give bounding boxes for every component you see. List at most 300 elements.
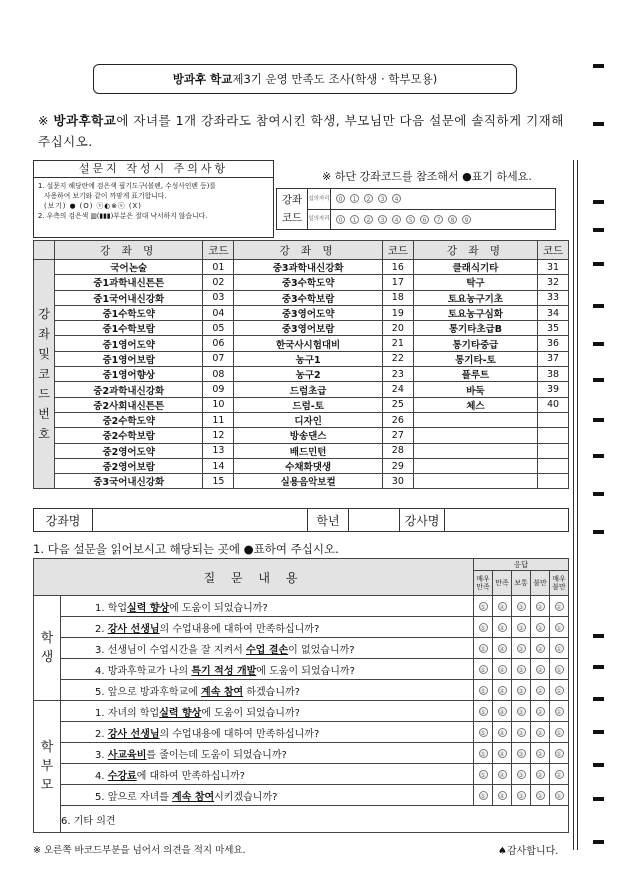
response-option: 만족 — [493, 571, 512, 596]
course-code: 40 — [538, 397, 569, 412]
side-char: 및 — [38, 347, 50, 362]
side-char: 코 — [38, 367, 50, 382]
course-name: 중3영어도약 — [234, 305, 382, 320]
response-bubble[interactable]: ③ — [518, 729, 524, 737]
course-name: 중1영어도약 — [55, 336, 203, 351]
course-code: 10 — [203, 397, 234, 412]
course-name: 중1수학보람 — [55, 321, 203, 336]
tens-digit-bubble[interactable]: 1 — [350, 194, 359, 203]
caution-line-3: 2. 우측의 검은색 ▥(▮▮▮)부분은 절대 낙서하지 않습니다. — [38, 212, 208, 220]
ones-digit-bubble[interactable]: 9 — [462, 215, 471, 224]
course-code: 27 — [382, 428, 413, 443]
course-code — [538, 474, 569, 489]
response-bubble[interactable]: ② — [537, 645, 543, 653]
response-bubble[interactable]: ① — [556, 687, 562, 695]
course-code: 01 — [203, 260, 234, 275]
question-text — [61, 596, 474, 617]
caution-line-2: 사용하여 보기와 같이 까맣게 표기합니다. — [44, 192, 167, 200]
question-pre: 1. 자녀의 학업 — [95, 707, 160, 719]
course-code — [538, 412, 569, 427]
course-name-header: 강 좌 명 — [55, 241, 203, 260]
barcode-mark — [593, 665, 604, 669]
course-name: 바둑 — [413, 382, 537, 397]
response-bubble[interactable]: ⑤ — [480, 750, 486, 758]
barcode-mark — [593, 730, 604, 734]
teacher-label: 강사명 — [400, 509, 445, 531]
barcode-mark — [593, 378, 604, 382]
side-char: 강 — [38, 307, 50, 322]
course-code: 25 — [382, 397, 413, 412]
course-code-header: 코드 — [538, 241, 569, 260]
parent-question-row — [34, 764, 569, 785]
question-keyword: 실력 향상 — [127, 602, 170, 614]
side-char: 드 — [38, 387, 50, 402]
side-label — [34, 260, 55, 489]
barcode-mark — [593, 454, 604, 458]
barcode-mark — [593, 64, 604, 68]
parent-group-label — [34, 701, 61, 833]
course-code-header: 코드 — [382, 241, 413, 260]
question-post: 를 줄이는데 도움이 되었습니까? — [146, 749, 287, 761]
course-name: 중1영어향상 — [55, 367, 203, 382]
table-row — [34, 275, 569, 290]
response-bubble[interactable]: ③ — [518, 687, 524, 695]
course-code: 07 — [203, 351, 234, 366]
course-name: 방송댄스 — [234, 428, 382, 443]
course-name: 중2영어도약 — [55, 443, 203, 458]
grade-label: 학년 — [308, 509, 349, 531]
course-code: 17 — [382, 275, 413, 290]
question-text — [61, 638, 474, 659]
parent-question-row — [34, 701, 569, 722]
course-code-header: 코드 — [203, 241, 234, 260]
course-code: 26 — [382, 412, 413, 427]
student-question-row — [34, 680, 569, 701]
response-bubble[interactable]: ② — [537, 792, 543, 800]
response-bubble[interactable]: ② — [537, 708, 543, 716]
course-code: 30 — [382, 474, 413, 489]
course-name — [413, 474, 537, 489]
response-header: 응답 — [474, 559, 569, 571]
barcode-mark — [593, 122, 604, 126]
course-code: 03 — [203, 290, 234, 305]
code-label-2: 코드 — [281, 212, 303, 224]
course-code: 12 — [203, 428, 234, 443]
course-code: 08 — [203, 367, 234, 382]
barcode-mark — [593, 228, 604, 232]
ones-digit-bubble[interactable]: 5 — [406, 215, 415, 224]
course-code-table — [33, 240, 569, 489]
ones-digit-bubble[interactable]: 6 — [420, 215, 429, 224]
course-code — [538, 458, 569, 473]
course-code: 14 — [203, 458, 234, 473]
response-bubble[interactable]: ⑤ — [480, 687, 486, 695]
question-pre: 1. 학업 — [95, 602, 128, 614]
response-bubble[interactable]: ⑤ — [480, 624, 486, 632]
course-code: 33 — [538, 290, 569, 305]
response-bubble[interactable]: ③ — [518, 792, 524, 800]
course-code: 34 — [538, 305, 569, 320]
response-bubble[interactable]: ② — [537, 624, 543, 632]
tens-digit-bubble[interactable]: 4 — [392, 194, 401, 203]
intro-body: 에 자녀를 1개 강좌라도 참여시킨 학생, 부모님만 다음 설문에 솔직하게 기재해 주십시오. — [38, 113, 564, 149]
course-code: 20 — [382, 321, 413, 336]
question-text — [61, 659, 474, 680]
course-name — [413, 458, 537, 473]
course-code: 21 — [382, 336, 413, 351]
thanks-note: ♠감사합니다. — [498, 846, 559, 857]
course-code: 32 — [538, 275, 569, 290]
response-bubble[interactable]: ⑤ — [480, 729, 486, 737]
course-name: 배드민턴 — [234, 443, 382, 458]
teacher-field[interactable] — [445, 509, 568, 531]
barcode-mark — [593, 262, 604, 266]
question-keyword: 강사 선생님 — [107, 623, 160, 635]
course-name: 토요농구심화 — [413, 305, 537, 320]
barcode-mark — [593, 200, 604, 204]
question-text — [61, 617, 474, 638]
question-post: 시키겠습니까? — [214, 791, 278, 803]
response-bubble[interactable]: ④ — [499, 624, 505, 632]
response-bubble[interactable]: ⑤ — [480, 771, 486, 779]
course-name: 토요농구기초 — [413, 290, 537, 305]
response-bubble[interactable]: ⑤ — [480, 708, 486, 716]
barcode-mark — [593, 840, 604, 844]
course-code: 09 — [203, 382, 234, 397]
table-row — [34, 305, 569, 320]
response-bubble[interactable]: ① — [556, 603, 562, 611]
response-bubble[interactable]: ④ — [499, 750, 505, 758]
question-keyword: 계속 참여 — [172, 791, 215, 803]
side-char: 호 — [38, 427, 50, 442]
question-keyword: 수강료 — [107, 770, 137, 782]
course-name: 통기타-토 — [413, 351, 537, 366]
response-option: 매우불만 — [550, 571, 569, 596]
intro-text — [38, 110, 578, 152]
course-name: 드럼-토 — [234, 397, 382, 412]
caution-box — [33, 160, 274, 238]
course-info-row — [33, 508, 569, 532]
question-post: 에 도움이 되었습니까? — [256, 665, 355, 677]
response-bubble[interactable]: ④ — [499, 708, 505, 716]
response-bubble[interactable]: ⑤ — [480, 792, 486, 800]
ones-digit-bubble[interactable]: 7 — [434, 215, 443, 224]
barcode-mark — [593, 530, 604, 534]
parent-question-row — [34, 785, 569, 806]
question-intro: 1. 다음 설문을 읽어보시고 해당되는 곳에 ●표하여 주십시오. — [33, 542, 339, 556]
question-pre: 5. 앞으로 자녀를 — [95, 791, 173, 803]
side-char: 번 — [38, 407, 50, 422]
course-code: 24 — [382, 382, 413, 397]
question-pre: 5. 앞으로 방과후학교에 — [95, 686, 202, 698]
barcode-mark — [593, 634, 604, 638]
response-option: 불만 — [531, 571, 550, 596]
question-post: 하겠습니까? — [243, 686, 300, 698]
table-row — [34, 412, 569, 427]
response-bubble[interactable]: ④ — [499, 792, 505, 800]
course-name: 탁구 — [413, 275, 537, 290]
course-code: 39 — [538, 382, 569, 397]
course-name: 실용음악보컬 — [234, 474, 382, 489]
survey-title — [93, 64, 517, 94]
course-name: 통기타중급 — [413, 336, 537, 351]
barcode-mark — [593, 697, 604, 701]
student-group-label — [34, 596, 61, 701]
group-char: 부 — [40, 759, 54, 774]
question-text — [61, 722, 474, 743]
course-name: 중2수학보람 — [55, 428, 203, 443]
question-keyword: 계속 참여 — [201, 686, 244, 698]
response-bubble[interactable]: ③ — [518, 750, 524, 758]
course-name: 통기타초급B — [413, 321, 537, 336]
course-name: 농구1 — [234, 351, 382, 366]
tens-digit-bubble[interactable]: 0 — [336, 194, 345, 203]
response-option: 매우만족 — [474, 571, 493, 596]
ones-digit-bubble[interactable]: 3 — [378, 215, 387, 224]
course-code: 04 — [203, 305, 234, 320]
response-bubble[interactable]: ⑤ — [480, 645, 486, 653]
table-row — [34, 428, 569, 443]
response-bubble[interactable]: ① — [556, 666, 562, 674]
course-code: 06 — [203, 336, 234, 351]
response-bubble[interactable]: ② — [537, 750, 543, 758]
question-post: 에 도움이 되었습니까? — [169, 602, 268, 614]
question-header: 질 문 내 용 — [34, 559, 474, 596]
course-code: 22 — [382, 351, 413, 366]
response-bubble[interactable]: ④ — [499, 666, 505, 674]
barcode-mark — [593, 342, 604, 346]
table-row — [34, 397, 569, 412]
course-name: 클래식기타 — [413, 260, 537, 275]
course-name: 체스 — [413, 397, 537, 412]
question-pre: 3. 선생님이 수업시간을 잘 지켜서 — [95, 644, 247, 656]
response-option: 보통 — [512, 571, 531, 596]
response-bubble[interactable]: ④ — [499, 729, 505, 737]
response-bubble[interactable]: ③ — [518, 603, 524, 611]
group-char: 학 — [40, 740, 54, 755]
caution-line-1: 1. 설문지 해당란에 검은색 필기도구(볼펜, 수성사인펜 등)를 — [38, 182, 216, 190]
response-bubble[interactable]: ① — [556, 729, 562, 737]
footer-note: ※ 오른쪽 바코드부분을 넘어서 의견을 적지 마세요. — [33, 845, 246, 856]
course-code: 23 — [382, 367, 413, 382]
response-bubble[interactable]: ② — [537, 729, 543, 737]
response-bubble[interactable]: ① — [556, 624, 562, 632]
course-name: 한국사시험대비 — [234, 336, 382, 351]
table-row — [34, 458, 569, 473]
ones-digit-bubble[interactable]: 4 — [392, 215, 401, 224]
student-question-row — [34, 638, 569, 659]
question-post: 의 수업내용에 대하여 만족하십니까? — [159, 728, 320, 740]
course-name-label: 강좌명 — [34, 509, 93, 531]
intro-bold: 방과후학교 — [53, 113, 117, 128]
question-post: 의 수업내용에 대하여 만족하십니까? — [159, 623, 320, 635]
course-code: 11 — [203, 412, 234, 427]
course-name: 농구2 — [234, 367, 382, 382]
response-bubble[interactable]: ② — [537, 771, 543, 779]
question-pre: 2. — [95, 728, 108, 740]
response-bubble[interactable]: ④ — [499, 771, 505, 779]
course-name: 중2과학내신강화 — [55, 382, 203, 397]
course-code: 38 — [538, 367, 569, 382]
course-name: 중3영어보람 — [234, 321, 382, 336]
course-name: 중3과학내신강화 — [234, 260, 382, 275]
course-name — [413, 412, 537, 427]
question-post: 에 도움이 되었습니까? — [201, 707, 300, 719]
response-bubble[interactable]: ③ — [518, 645, 524, 653]
question-post: 에 대하여 만족하십니까? — [136, 770, 245, 782]
question-pre: 4. 방과후학교가 나의 — [95, 665, 192, 677]
intro-marker: ※ — [38, 113, 54, 128]
response-bubble[interactable]: ① — [556, 708, 562, 716]
grade-field[interactable] — [349, 509, 400, 531]
response-bubble[interactable]: ③ — [518, 624, 524, 632]
course-name: 중3수학도약 — [234, 275, 382, 290]
course-name: 디자인 — [234, 412, 382, 427]
response-bubble[interactable]: ① — [556, 645, 562, 653]
title-prefix: 방과후 학교 — [172, 72, 233, 86]
course-code: 18 — [382, 290, 413, 305]
student-question-row — [34, 659, 569, 680]
course-name: 중1과학내신튼튼 — [55, 275, 203, 290]
ones-digit-bubble[interactable]: 8 — [448, 215, 457, 224]
question-keyword: 수업 결손 — [246, 644, 289, 656]
course-code: 15 — [203, 474, 234, 489]
response-bubble[interactable]: ① — [556, 750, 562, 758]
course-code: 13 — [203, 443, 234, 458]
course-name: 국어논술 — [55, 260, 203, 275]
course-code: 05 — [203, 321, 234, 336]
barcode-mark — [593, 492, 604, 496]
other-opinion[interactable]: 6. 기타 의견 — [61, 806, 569, 833]
response-bubble[interactable]: ② — [537, 687, 543, 695]
course-code: 19 — [382, 305, 413, 320]
response-bubble[interactable]: ③ — [518, 771, 524, 779]
tens-label: 십의자리 — [308, 189, 331, 209]
course-code: 16 — [382, 260, 413, 275]
response-bubble[interactable]: ① — [556, 771, 562, 779]
course-code: 02 — [203, 275, 234, 290]
course-code: 28 — [382, 443, 413, 458]
question-text — [61, 701, 474, 722]
barcode-guide-line — [573, 160, 578, 850]
student-question-row — [34, 617, 569, 638]
ones-digit-bubble[interactable]: 1 — [350, 215, 359, 224]
response-bubble[interactable]: ③ — [518, 666, 524, 674]
response-bubble[interactable]: ① — [556, 792, 562, 800]
course-name: 중3수학보람 — [234, 290, 382, 305]
tens-digit-bubble[interactable]: 2 — [364, 194, 373, 203]
side-header — [34, 241, 55, 260]
question-pre: 3. — [95, 749, 108, 761]
student-question-row — [34, 596, 569, 617]
table-row — [34, 367, 569, 382]
course-name — [413, 428, 537, 443]
side-char: 좌 — [38, 327, 50, 342]
table-row — [34, 290, 569, 305]
group-char: 모 — [40, 778, 54, 793]
response-bubble[interactable]: ② — [537, 603, 543, 611]
caution-title: 설문지 작성시 주의사항 — [34, 161, 273, 178]
course-name: 중1국어내신강화 — [55, 290, 203, 305]
code-label-1: 강좌 — [281, 194, 303, 206]
course-code: 36 — [538, 336, 569, 351]
table-row — [34, 351, 569, 366]
response-bubble[interactable]: ④ — [499, 645, 505, 653]
barcode-mark — [593, 797, 604, 801]
course-name: 중1영어보람 — [55, 351, 203, 366]
table-row — [34, 382, 569, 397]
table-row — [34, 321, 569, 336]
question-text — [61, 743, 474, 764]
question-keyword: 사교육비 — [107, 749, 147, 761]
course-code: 35 — [538, 321, 569, 336]
caution-example: (보기) ● (O) ⓥ◐⊗ⓢ (X) — [44, 202, 142, 210]
course-name — [413, 443, 537, 458]
course-name: 드럼초급 — [234, 382, 382, 397]
course-code: 37 — [538, 351, 569, 366]
ones-digit-bubble[interactable]: 0 — [336, 215, 345, 224]
question-text — [61, 785, 474, 806]
table-row — [34, 474, 569, 489]
course-code-box — [276, 188, 556, 230]
survey-table — [33, 558, 569, 833]
course-name: 플루트 — [413, 367, 537, 382]
question-text — [61, 764, 474, 785]
question-pre: 2. — [95, 623, 108, 635]
ones-digit-bubble[interactable]: 2 — [364, 215, 373, 224]
response-bubble[interactable]: ④ — [499, 687, 505, 695]
barcode-mark — [593, 418, 604, 422]
group-char: 생 — [40, 650, 54, 665]
response-bubble[interactable]: ⑤ — [480, 666, 486, 674]
response-bubble[interactable]: ③ — [518, 708, 524, 716]
course-code — [538, 428, 569, 443]
barcode-mark — [593, 304, 604, 308]
response-bubble[interactable]: ④ — [499, 603, 505, 611]
group-char: 학 — [40, 631, 54, 646]
course-name-header: 강 좌 명 — [413, 241, 537, 260]
question-keyword: 실력 향상 — [159, 707, 202, 719]
table-row — [34, 260, 569, 275]
question-keyword: 특기 적성 개발 — [191, 665, 257, 677]
barcode-marks — [593, 0, 605, 891]
question-pre: 4. — [95, 770, 108, 782]
response-bubble[interactable]: ⑤ — [480, 603, 486, 611]
question-keyword: 강사 선생님 — [107, 728, 160, 740]
code-hint: ※ 하단 강좌코드를 참조해서 ●표기 하세요. — [322, 170, 532, 183]
course-name: 중2수학도약 — [55, 412, 203, 427]
parent-question-row — [34, 743, 569, 764]
course-name: 중2사회내신튼튼 — [55, 397, 203, 412]
course-name: 중3국어내신강화 — [55, 474, 203, 489]
barcode-mark — [593, 763, 604, 767]
course-name-field[interactable] — [93, 509, 308, 531]
course-code: 31 — [538, 260, 569, 275]
response-bubble[interactable]: ② — [537, 666, 543, 674]
course-name: 중2영어보람 — [55, 458, 203, 473]
tens-digit-bubble[interactable]: 3 — [378, 194, 387, 203]
course-name: 수채화댓생 — [234, 458, 382, 473]
question-text — [61, 680, 474, 701]
table-row — [34, 336, 569, 351]
table-row — [34, 443, 569, 458]
ones-label: 일의자리 — [308, 210, 331, 230]
course-code: 29 — [382, 458, 413, 473]
question-post: 이 없었습니까? — [288, 644, 355, 656]
parent-question-row — [34, 722, 569, 743]
course-name: 중1수학도약 — [55, 305, 203, 320]
title-rest: 제3기 운영 만족도 조사(학생 · 학부모용) — [232, 72, 438, 86]
